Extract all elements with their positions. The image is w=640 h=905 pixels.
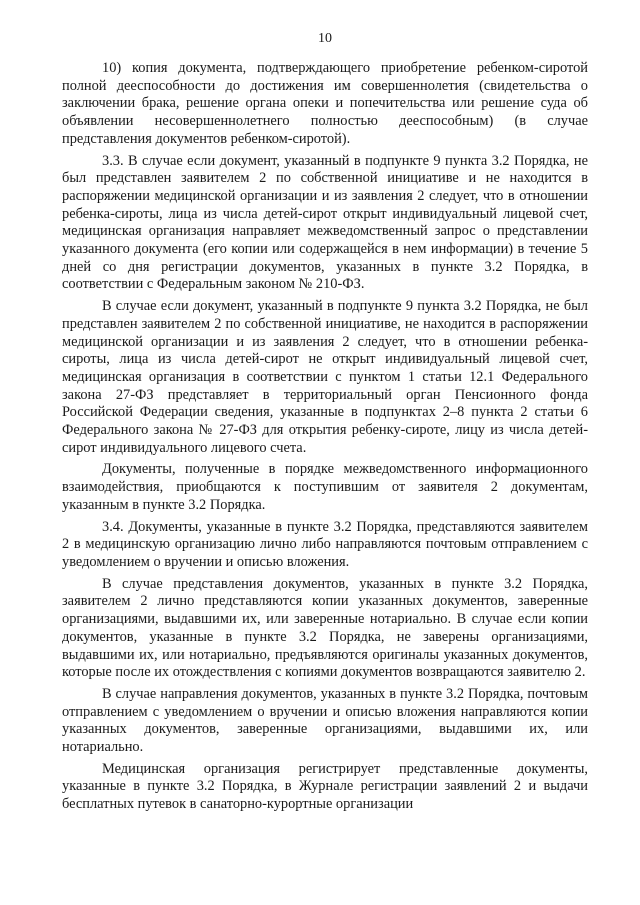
paragraph-registration: Медицинская организация регистрирует представленные документы, указанные в пункте 3.2 Порядка, в Журнале регистрации заявлений 2 и выдачи бесплатных путевок в санаторно-курортные организации (62, 760, 588, 813)
paragraph-no-account: В случае если документ, указанный в подпункте 9 пункта 3.2 Порядка, не был представлен заявителем 2 по собственной инициативе, не находится в распоряжении медицинской организации и из заявления 2 следует, что в отношении ребенка-сироты, лица из числа детей-сирот не открыт индивидуальный лицевой счет, медицинская организация в соответствии с пунктом 1 статьи 12.1 Федерального закона 27-ФЗ представляет в территориальный орган Пенсионного фонда Российской Федерации сведения, указанные в подпунктах 2–8 пункта 2 статьи 6 Федерального закона № 27-ФЗ для открытия ребенку-сироте, лицу из числа детей-сирот индивидуального лицевого счета. (62, 298, 588, 456)
page-number: 10 (318, 31, 332, 46)
paragraph-3-3: 3.3. В случае если документ, указанный в подпункте 9 пункта 3.2 Порядка, не был представлен заявителем 2 по собственной инициативе и не находится в распоряжении медицинской организации и из заявления 2 следует, что в отношении ребенка-сироты, лица из числа детей-сирот открыт индивидуальный лицевой счет, медицинская организация направляет межведомственный запрос о представлении указанного документа (его копии или содержащейся в нем информации) в течение 5 дней со дня регистрации документов, указанных в пункте 3.2 Порядка, в соответствии с Федеральным законом № 210-ФЗ. (62, 152, 588, 293)
paragraph-interagency-documents: Документы, полученные в порядке межведомственного информационного взаимодействия, приобщаются к поступившим от заявителя 2 документам, указанным в пункте 3.2 Порядка. (62, 461, 588, 513)
paragraph-personal-submission: В случае представления документов, указанных в пункте 3.2 Порядка, заявителем 2 лично представляются копии указанных документов, заверенные организациями, выдавшими их, или заверенные нотариально. В случае если копии документов, указанные в пункте 3.2 Порядка, не заверены организациями, выдавшими их, или нотариально, предъявляются оригиналы указанных документов, которые после их отождествления с копиями документов возвращаются заявителю 2. (62, 575, 588, 681)
paragraph-3-4: 3.4. Документы, указанные в пункте 3.2 Порядка, представляются заявителем 2 в медицинскую организацию лично либо направляются почтовым отправлением с уведомлением о вручении и описью вложения. (62, 518, 588, 570)
paragraph-item-10: 10) копия документа, подтверждающего приобретение ребенком-сиротой полной дееспособности до достижения им совершеннолетия (свидетельства о заключении брака, решение органа опеки и попечительства или решение суда об объявлении несовершеннолетнего полностью дееспособным) (в случае представления документов ребенком-сиротой). (62, 60, 588, 147)
paragraph-postal-submission: В случае направления документов, указанных в пункте 3.2 Порядка, почтовым отправлением с уведомлением о вручении и описью вложения направляются копии указанных документов, заверенные организациями, выдавшими их, или нотариально. (62, 685, 588, 756)
